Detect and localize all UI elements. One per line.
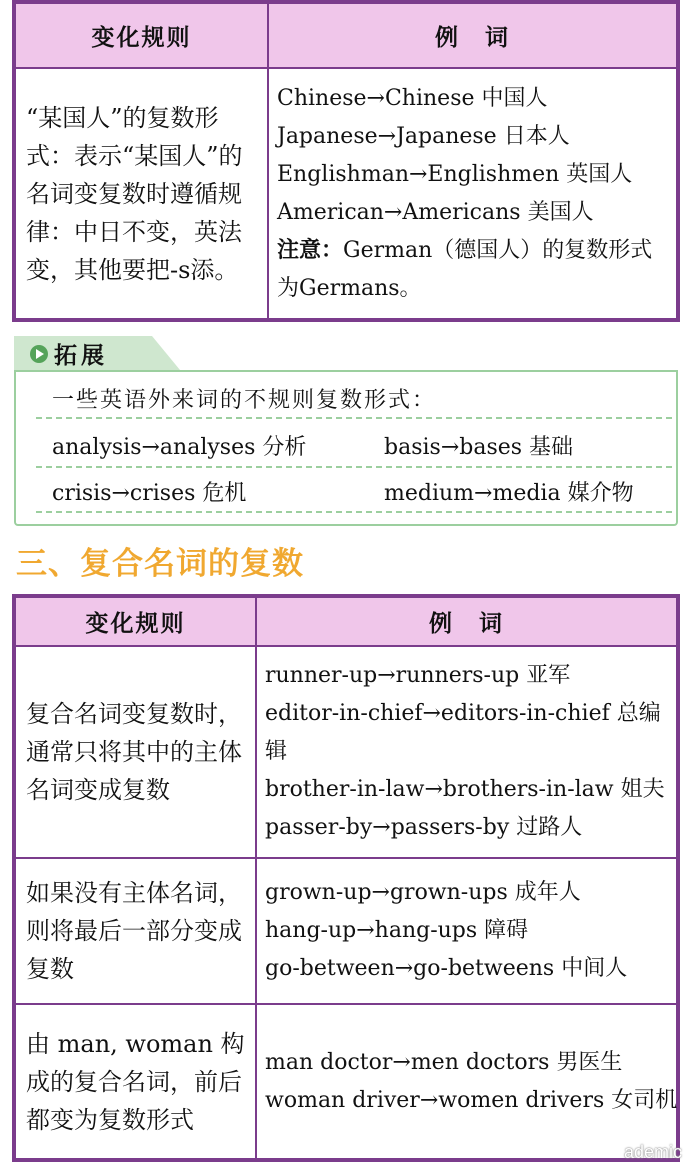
example-line: go-between→go-betweens 中间人 xyxy=(265,956,628,981)
note-label: 注意： xyxy=(277,237,344,263)
example-line: editor-in-chief→editors-in-chief 总编辑 xyxy=(265,701,661,764)
dashed-divider xyxy=(36,511,672,513)
expansion-intro: 一些英语外来词的不规则复数形式： xyxy=(52,388,437,413)
example-line: runner-up→runners-up 亚军 xyxy=(265,663,571,688)
note-text: German（德国人）的复数形式为Germans。 xyxy=(277,237,653,301)
example-line: woman driver→women drivers 女司机 xyxy=(265,1087,678,1113)
section-title: 三、复合名词的复数 xyxy=(16,546,304,582)
dashed-divider xyxy=(36,466,672,468)
example-line: American→Americans 美国人 xyxy=(277,199,594,225)
example-line: Japanese→Japanese 日本人 xyxy=(277,123,570,149)
expansion-item: medium→media 媒介物 xyxy=(384,481,634,506)
rule-cell: 如果没有主体名词，则将最后一部分变成复数 xyxy=(14,858,256,1004)
example-line: hang-up→hang-ups 障碍 xyxy=(265,918,529,943)
dashed-divider xyxy=(36,417,672,419)
example-cell xyxy=(256,646,678,858)
example-cell xyxy=(268,68,678,320)
header-example: 例 词 xyxy=(256,596,678,646)
header-example: 例 词 xyxy=(268,2,678,68)
example-line: Englishman→Englishmen 英国人 xyxy=(277,161,633,187)
example-line: passer-by→passers-by 过路人 xyxy=(265,815,583,840)
example-line: grown-up→grown-ups 成年人 xyxy=(265,880,581,905)
play-icon xyxy=(30,345,48,363)
rule-cell: 由 man, woman 构成的复合名词，前后都变为复数形式 xyxy=(14,1004,256,1160)
example-line: man doctor→men doctors 男医生 xyxy=(265,1049,623,1075)
example-cell xyxy=(256,858,678,1004)
nationality-plural-table xyxy=(12,0,680,322)
rule-cell: 复合名词变复数时，通常只将其中的主体名词变成复数 xyxy=(14,646,256,858)
rule-cell: “某国人”的复数形式：表示“某国人”的名词变复数时遵循规律：中日不变，英法变，其他要把-s添。 xyxy=(14,68,268,320)
compound-plural-table xyxy=(12,594,680,1162)
expansion-item: crisis→crises 危机 xyxy=(52,481,247,506)
note-line xyxy=(277,232,670,308)
expansion-item: analysis→analyses 分析 xyxy=(52,435,307,460)
header-rule: 变化规则 xyxy=(14,2,268,68)
watermark: ademic xyxy=(623,1142,682,1162)
header-rule: 变化规则 xyxy=(14,596,256,646)
example-cell xyxy=(256,1004,678,1160)
expansion-item: basis→bases 基础 xyxy=(384,435,574,460)
example-line: brother-in-law→brothers-in-law 姐夫 xyxy=(265,777,665,802)
expansion-title: 拓展 xyxy=(54,343,108,369)
example-line: Chinese→Chinese 中国人 xyxy=(277,85,548,111)
